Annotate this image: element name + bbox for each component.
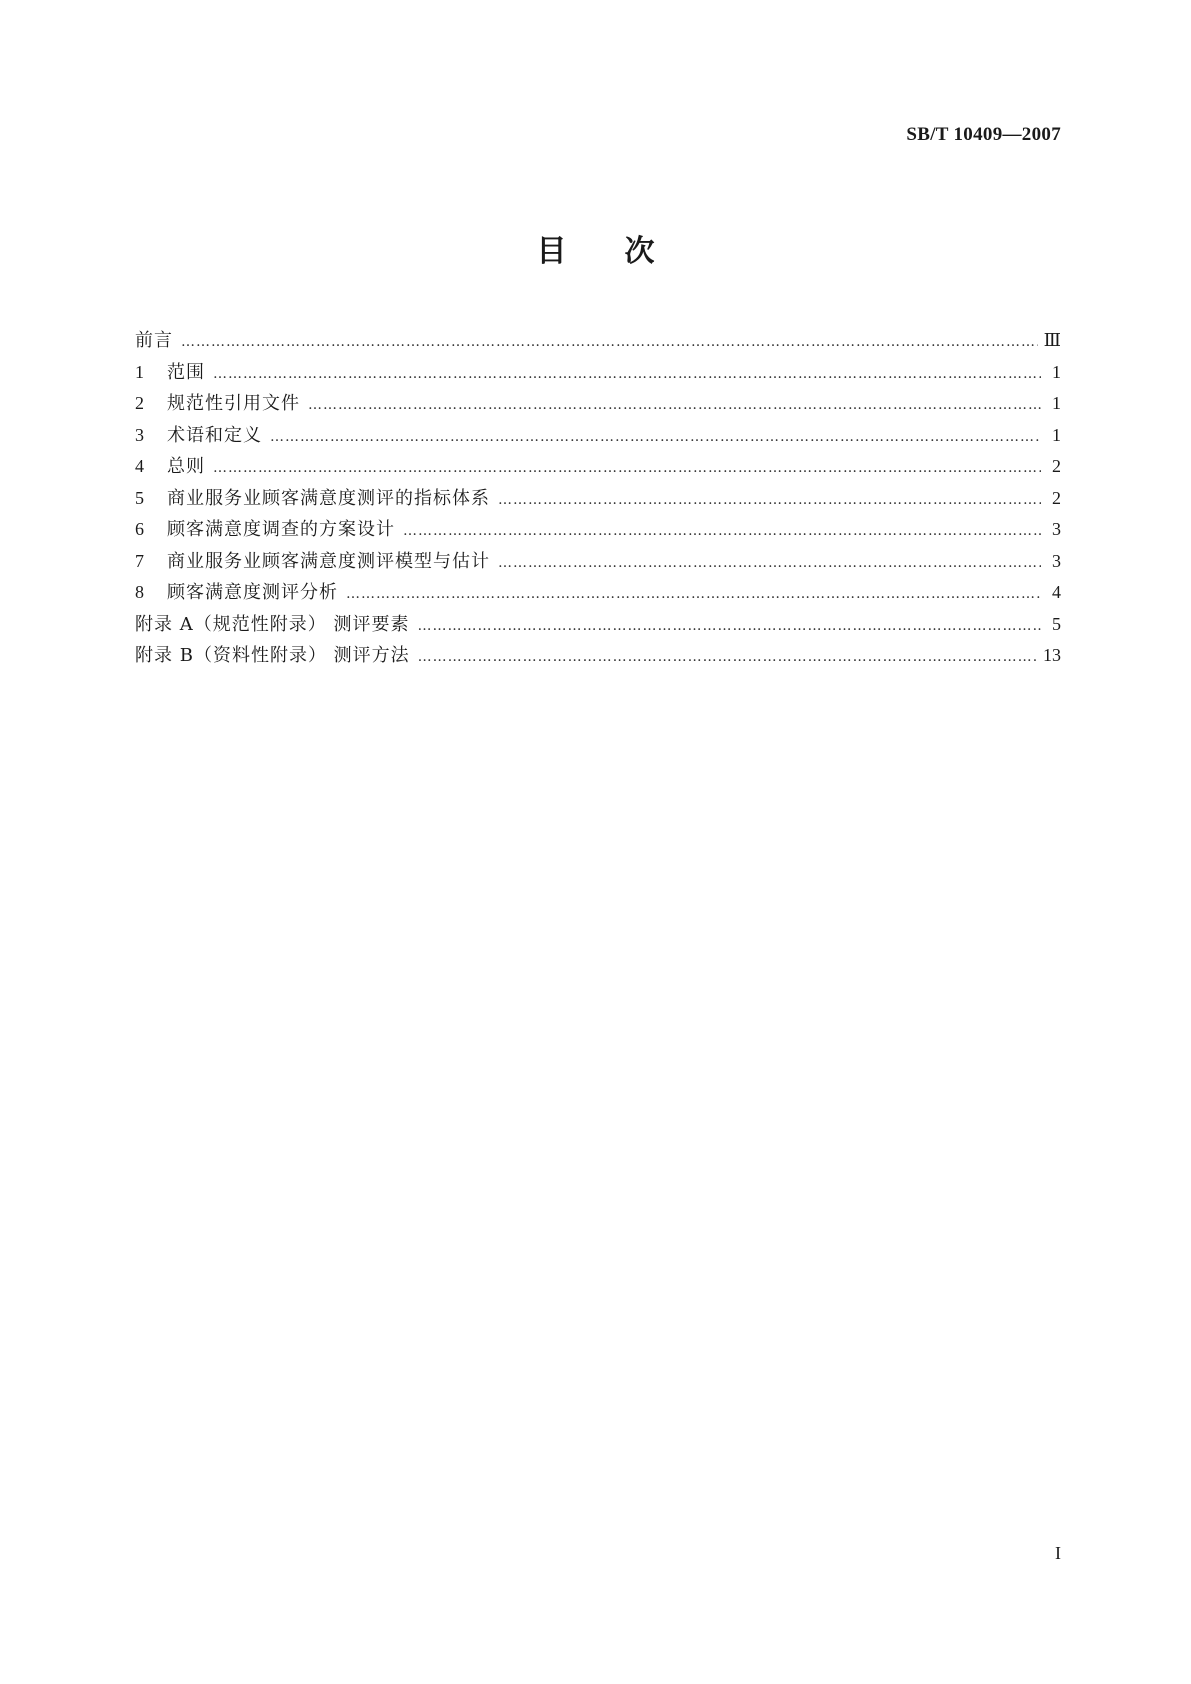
document-code: SB/T 10409—2007	[906, 124, 1061, 145]
toc-entry-page: 1	[1052, 361, 1061, 382]
page-number: I	[1055, 1543, 1061, 1563]
toc-entry-label: 范围	[167, 361, 205, 383]
toc-entry-number: 5	[135, 487, 144, 508]
toc-entry[interactable]	[135, 326, 1061, 358]
page-title: 目次	[536, 234, 713, 269]
toc-entry-label: 商业服务业顾客满意度测评模型与估计	[167, 550, 490, 572]
toc-entry-page: 2	[1052, 456, 1061, 476]
toc-entry-label: 顾客满意度调查的方案设计	[167, 519, 395, 540]
toc-entry[interactable]	[135, 547, 1061, 579]
toc-entry-label: 总则	[167, 456, 205, 477]
toc-dot-leader	[403, 523, 1041, 539]
toc-dot-leader	[213, 366, 1041, 382]
toc-entry-page: 3	[1052, 519, 1061, 539]
toc-entry-number: 7	[135, 550, 144, 571]
toc-entry-number: 4	[135, 456, 144, 476]
toc-entry-number: 6	[135, 519, 144, 539]
table-of-contents	[135, 326, 1061, 673]
toc-entry-label: 商业服务业顾客满意度测评的指标体系	[167, 487, 490, 509]
toc-dot-leader	[181, 334, 1038, 350]
toc-dot-leader	[308, 397, 1041, 413]
toc-entry-page: 4	[1052, 582, 1061, 602]
toc-dot-leader	[418, 649, 1037, 665]
toc-entry[interactable]	[135, 515, 1061, 547]
toc-entry-page: 13	[1043, 645, 1061, 665]
toc-entry-page: 1	[1052, 393, 1061, 413]
toc-entry[interactable]	[135, 452, 1061, 484]
toc-entry-label: 附录 B（资料性附录） 测评方法	[135, 645, 410, 666]
toc-dot-leader	[498, 555, 1041, 571]
toc-dot-leader	[270, 429, 1041, 445]
toc-entry-label: 前言	[135, 330, 173, 351]
toc-dot-leader	[213, 460, 1041, 476]
toc-entry[interactable]	[135, 578, 1061, 610]
toc-entry[interactable]	[135, 389, 1061, 421]
toc-dot-leader	[498, 492, 1041, 508]
toc-entry-number: 2	[135, 393, 144, 413]
toc-entry-page: 3	[1052, 550, 1061, 571]
toc-dot-leader	[417, 618, 1041, 634]
toc-entry-label: 术语和定义	[167, 424, 262, 446]
toc-entry[interactable]	[135, 358, 1061, 390]
toc-entry-page: 1	[1052, 424, 1061, 445]
toc-entry-number: 8	[135, 582, 144, 602]
toc-entry-page: 2	[1052, 487, 1061, 508]
toc-entry-page: Ⅲ	[1043, 330, 1061, 350]
toc-dot-leader	[346, 586, 1041, 602]
toc-entry[interactable]	[135, 421, 1061, 453]
toc-entry[interactable]	[135, 484, 1061, 516]
toc-entry-number: 3	[135, 424, 144, 445]
toc-entry-label: 规范性引用文件	[167, 393, 300, 414]
toc-entry[interactable]	[135, 610, 1061, 642]
toc-entry-number: 1	[135, 361, 144, 382]
toc-entry-page: 5	[1052, 613, 1061, 634]
toc-entry[interactable]	[135, 641, 1061, 673]
toc-entry-label: 顾客满意度测评分析	[167, 582, 338, 603]
toc-entry-label: 附录 A（规范性附录） 测评要素	[135, 613, 410, 635]
